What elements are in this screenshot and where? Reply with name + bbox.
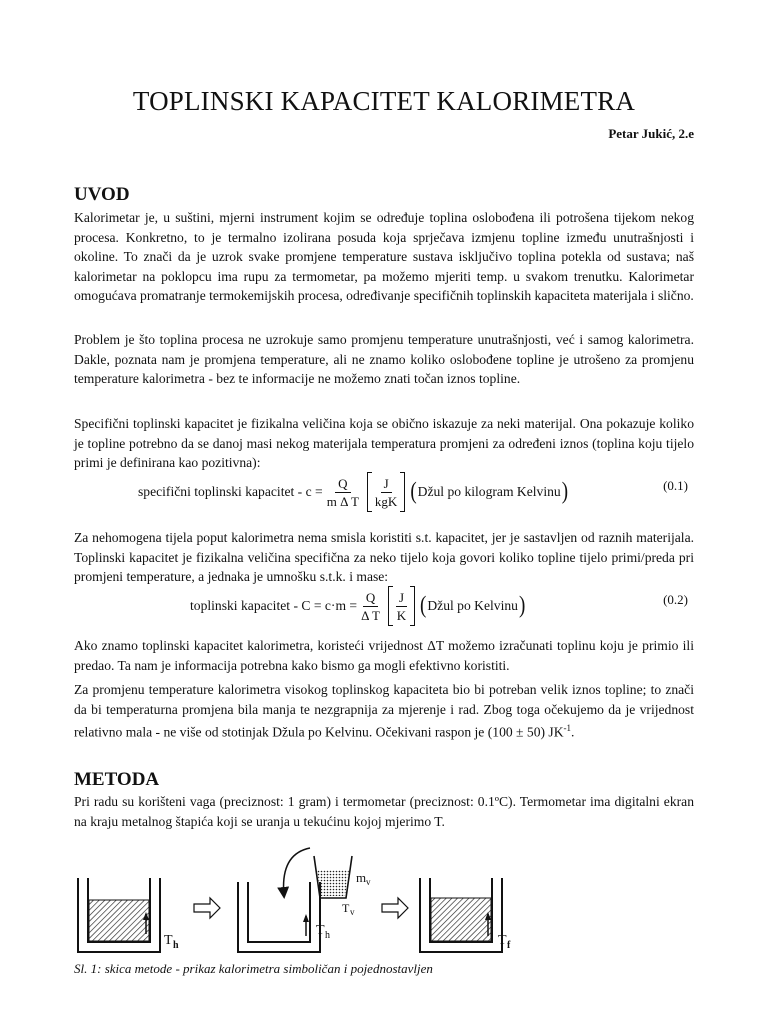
paragraph-uvod-2: Problem je što toplina procesa ne uzrokuje samo promjenu temperature unutrašnjosti, već i samog kalorimetra. Dakle, poznata nam je promjena temperature, ali ne znamo koliko oslobođene topline je utrošeno za promjenu temperature kalorimetra - bez te informacije ne možemo znati točan iznos topline. — [74, 332, 694, 387]
label-mv: m — [356, 870, 367, 885]
equation-number: (0.2) — [663, 592, 688, 607]
label-tf: T — [498, 933, 507, 948]
label-mv-sub: v — [366, 877, 371, 887]
method-figure — [74, 840, 534, 958]
paragraph-uvod-3: Specifični toplinski kapacitet je fizikalna veličina koja se obično iskazuje za neki materijal. Ona pokazuje koliko je topline potrebno da se danoj masi nekog materijala temperatura promjeni za određeni iznos (toplina koju tijelo primi je definirana kao pozitivna): — [74, 416, 694, 471]
author-line: Petar Jukić, 2.e — [608, 126, 694, 141]
paragraph-metoda-1: Pri radu su korišteni vaga (preciznost: 1 gram) i termometar (preciznost: 0.1ºC). Termometar ima digitalni ekran na kraju metalnog štapića koji se uranja u tekućinu kojoj mjerimo T. — [74, 794, 694, 829]
label-th-2-sub: h — [325, 930, 330, 941]
equation-number: (0.1) — [663, 478, 688, 493]
unit-bracket: $\frac{J}{K}$ — [388, 586, 415, 626]
method-sketch — [74, 840, 534, 958]
paragraph-uvod-4: Za nehomogena tijela poput kalorimetra nema smisla koristiti s.t. kapacitet, jer je sastavljen od raznih materijala. Toplinski kapacitet je fizikalna veličina specifična za neko tijelo koja govori koliko topline tijelo primi/preda pri promjeni temperature, a jednaka je umnošku s.t.k. i mase: — [74, 530, 694, 585]
section-heading-metoda: METODA — [74, 769, 160, 790]
pour-arrow — [284, 848, 310, 896]
paragraph-uvod-5: Ako znamo toplinski kapacitet kalorimetra, koristeći vrijednost ΔT možemo izračunati toplinu koju je primio ili predao. Ta nam je informacija potrebna kako bismo ga mogli efektivno koristiti. — [74, 638, 694, 673]
process-arrow-1 — [194, 898, 220, 918]
beaker — [314, 856, 371, 917]
process-arrow-2 — [382, 898, 408, 918]
equation-fraction: $\frac{Q}{\text{m Δ T}}$ — [326, 475, 359, 509]
figure-caption: Sl. 1: skica metode - prikaz kalorimetra simboličan i pojednostavljen — [74, 961, 433, 976]
label-tv-sub: v — [350, 907, 355, 917]
paragraph-uvod-1: Kalorimetar je, u suštini, mjerni instrument kojim se određuje toplina oslobođena ili potrošena tijekom nekog procesa. Konkretno, to je termalno izolirana posuda koja sprječava izmjenu topline između unutrašnjosti i okoline. To znači da je uzrok svake promjene temperature sustava isključivo toplina potekla od sustava; naš kalorimetar na poklopcu ima rupu za termometar, pa možemo mjeriti temp. u svakom trenutku. Kalorimetar omogućava promatranje termokemijskih procesa, određivanje specifičnih toplinskih kapaciteta materijala i slično. — [74, 210, 694, 304]
unit-text: Džul po kilogram Kelvinu — [417, 484, 561, 499]
equation-lhs: specifični toplinski kapacitet - c = — [138, 484, 323, 499]
label-tv: T — [342, 901, 350, 915]
label-th-2: T — [316, 923, 325, 938]
paragraph-uvod-6: Za promjenu temperature kalorimetra visokog toplinskog kapaciteta bio bi potreban velik iznos topline; to znači da bi temperaturna promjena bila manja te nezgrapnija za mjerenje i rad. Zbog toga očekujemo da je vrijednost relativno mala - ne više od stotinjak Džula po Kelvinu. Očekivani raspon je (100 ± 50) $JK^{-1}$. — [74, 682, 694, 740]
equation-lhs: toplinski kapacitet - C = c·m = — [190, 598, 358, 613]
unit-bracket: $\frac{J}{\text{kgK}}$ — [367, 472, 405, 512]
label-th-1: T — [164, 933, 173, 948]
equation-fraction: $\frac{Q}{\text{Δ T}}$ — [361, 589, 380, 623]
equation-0-1: specifični toplinski kapacitet - c = $\frac{Q}{\text{m Δ T}}$ $\frac{J}{\text{kgK}}$ ( Džul po kilogram Kelvinu ) (0.1) — [74, 470, 694, 514]
unit-text: Džul po Kelvinu — [427, 598, 518, 613]
calorimeter-1 — [78, 878, 179, 952]
label-tf-sub: f — [507, 940, 511, 951]
document-title: TOPLINSKI KAPACITET KALORIMETRA — [132, 86, 636, 116]
equation-0-2: toplinski kapacitet - C = c·m = $\frac{Q}{\text{Δ T}}$ $\frac{J}{K}$ ( Džul po Kelvinu ) (0.2) — [74, 584, 694, 628]
calorimeter-3 — [420, 878, 511, 952]
section-heading-uvod: UVOD — [74, 184, 130, 205]
label-th-1-sub: h — [173, 940, 179, 951]
